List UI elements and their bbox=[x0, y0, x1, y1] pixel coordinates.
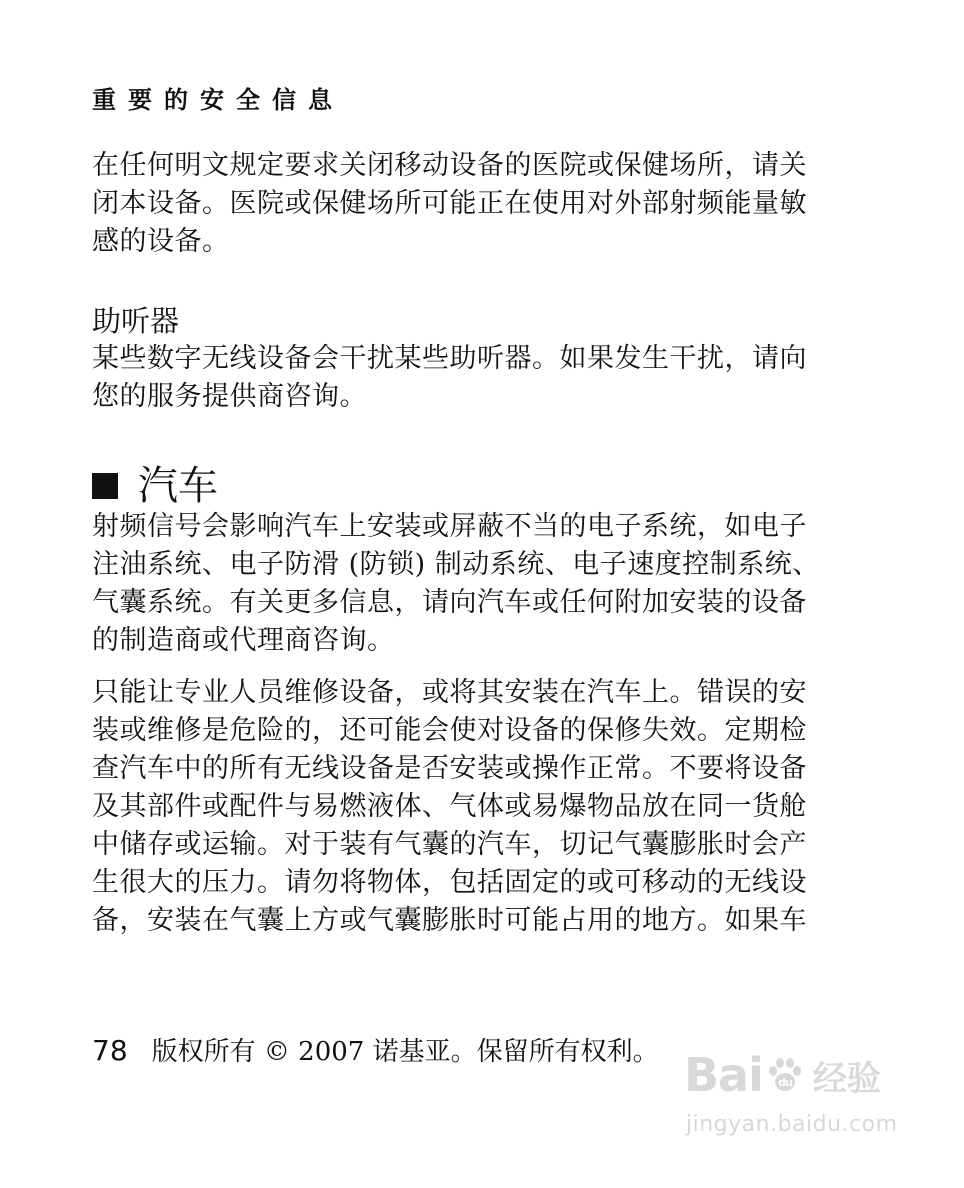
watermark-url: jingyan.baidu.com bbox=[686, 1112, 898, 1137]
vehicle-section-heading bbox=[92, 460, 218, 512]
hearing-aid-heading: 助听器 bbox=[92, 304, 180, 338]
watermark-brand-cn: 经验 bbox=[812, 1058, 881, 1099]
hearing-aid-paragraph: 某些数字无线设备会干扰某些助听器。如果发生干扰，请向您的服务提供商咨询。 bbox=[92, 343, 807, 412]
baidu-watermark bbox=[684, 1040, 934, 1150]
vehicle-paragraph-1: 射频信号会影响汽车上安装或屏蔽不当的电子系统，如电子注油系统、电子防滑 (防锁) 制动系统、电子速度控制系统、气囊系统。有关更多信息，请向汽车或任何附加安装的设备的制造商或代理商咨询。 bbox=[92, 511, 820, 656]
running-header: 重要的安全信息 bbox=[92, 86, 344, 114]
vehicle-paragraph-2: 只能让专业人员维修设备，或将其安装在汽车上。错误的安装或维修是危险的，还可能会使对设备的保修失效。定期检查汽车中的所有无线设备是否安装或操作正常。不要将设备及其部件或配件与易燃液体、气体或易爆物品放在同一货舱中储存或运输。对于装有气囊的汽车，切记气囊膨胀时会产生很大的压力。请勿将物体，包括固定的或可移动的无线设备，安装在气囊上方或气囊膨胀时可能占用的地方。如果车 bbox=[92, 677, 807, 936]
copyright-notice: 版权所有 © 2007 诺基亚。保留所有权利。 bbox=[151, 1037, 659, 1067]
vehicle-heading-text: 汽车 bbox=[138, 463, 218, 509]
page-number: 78 bbox=[92, 1034, 128, 1067]
svg-text:du: du bbox=[778, 1076, 792, 1089]
square-bullet-icon bbox=[92, 473, 118, 499]
watermark-brand bbox=[684, 1048, 881, 1102]
intro-paragraph: 在任何明文规定要求关闭移动设备的医院或保健场所，请关闭本设备。医院或保健场所可能正在使用对外部射频能量敏感的设备。 bbox=[92, 150, 807, 257]
page-footer bbox=[92, 1032, 659, 1071]
watermark-brand-text: Bai bbox=[684, 1048, 763, 1102]
document-page bbox=[92, 0, 832, 1188]
paw-icon bbox=[765, 1055, 805, 1095]
